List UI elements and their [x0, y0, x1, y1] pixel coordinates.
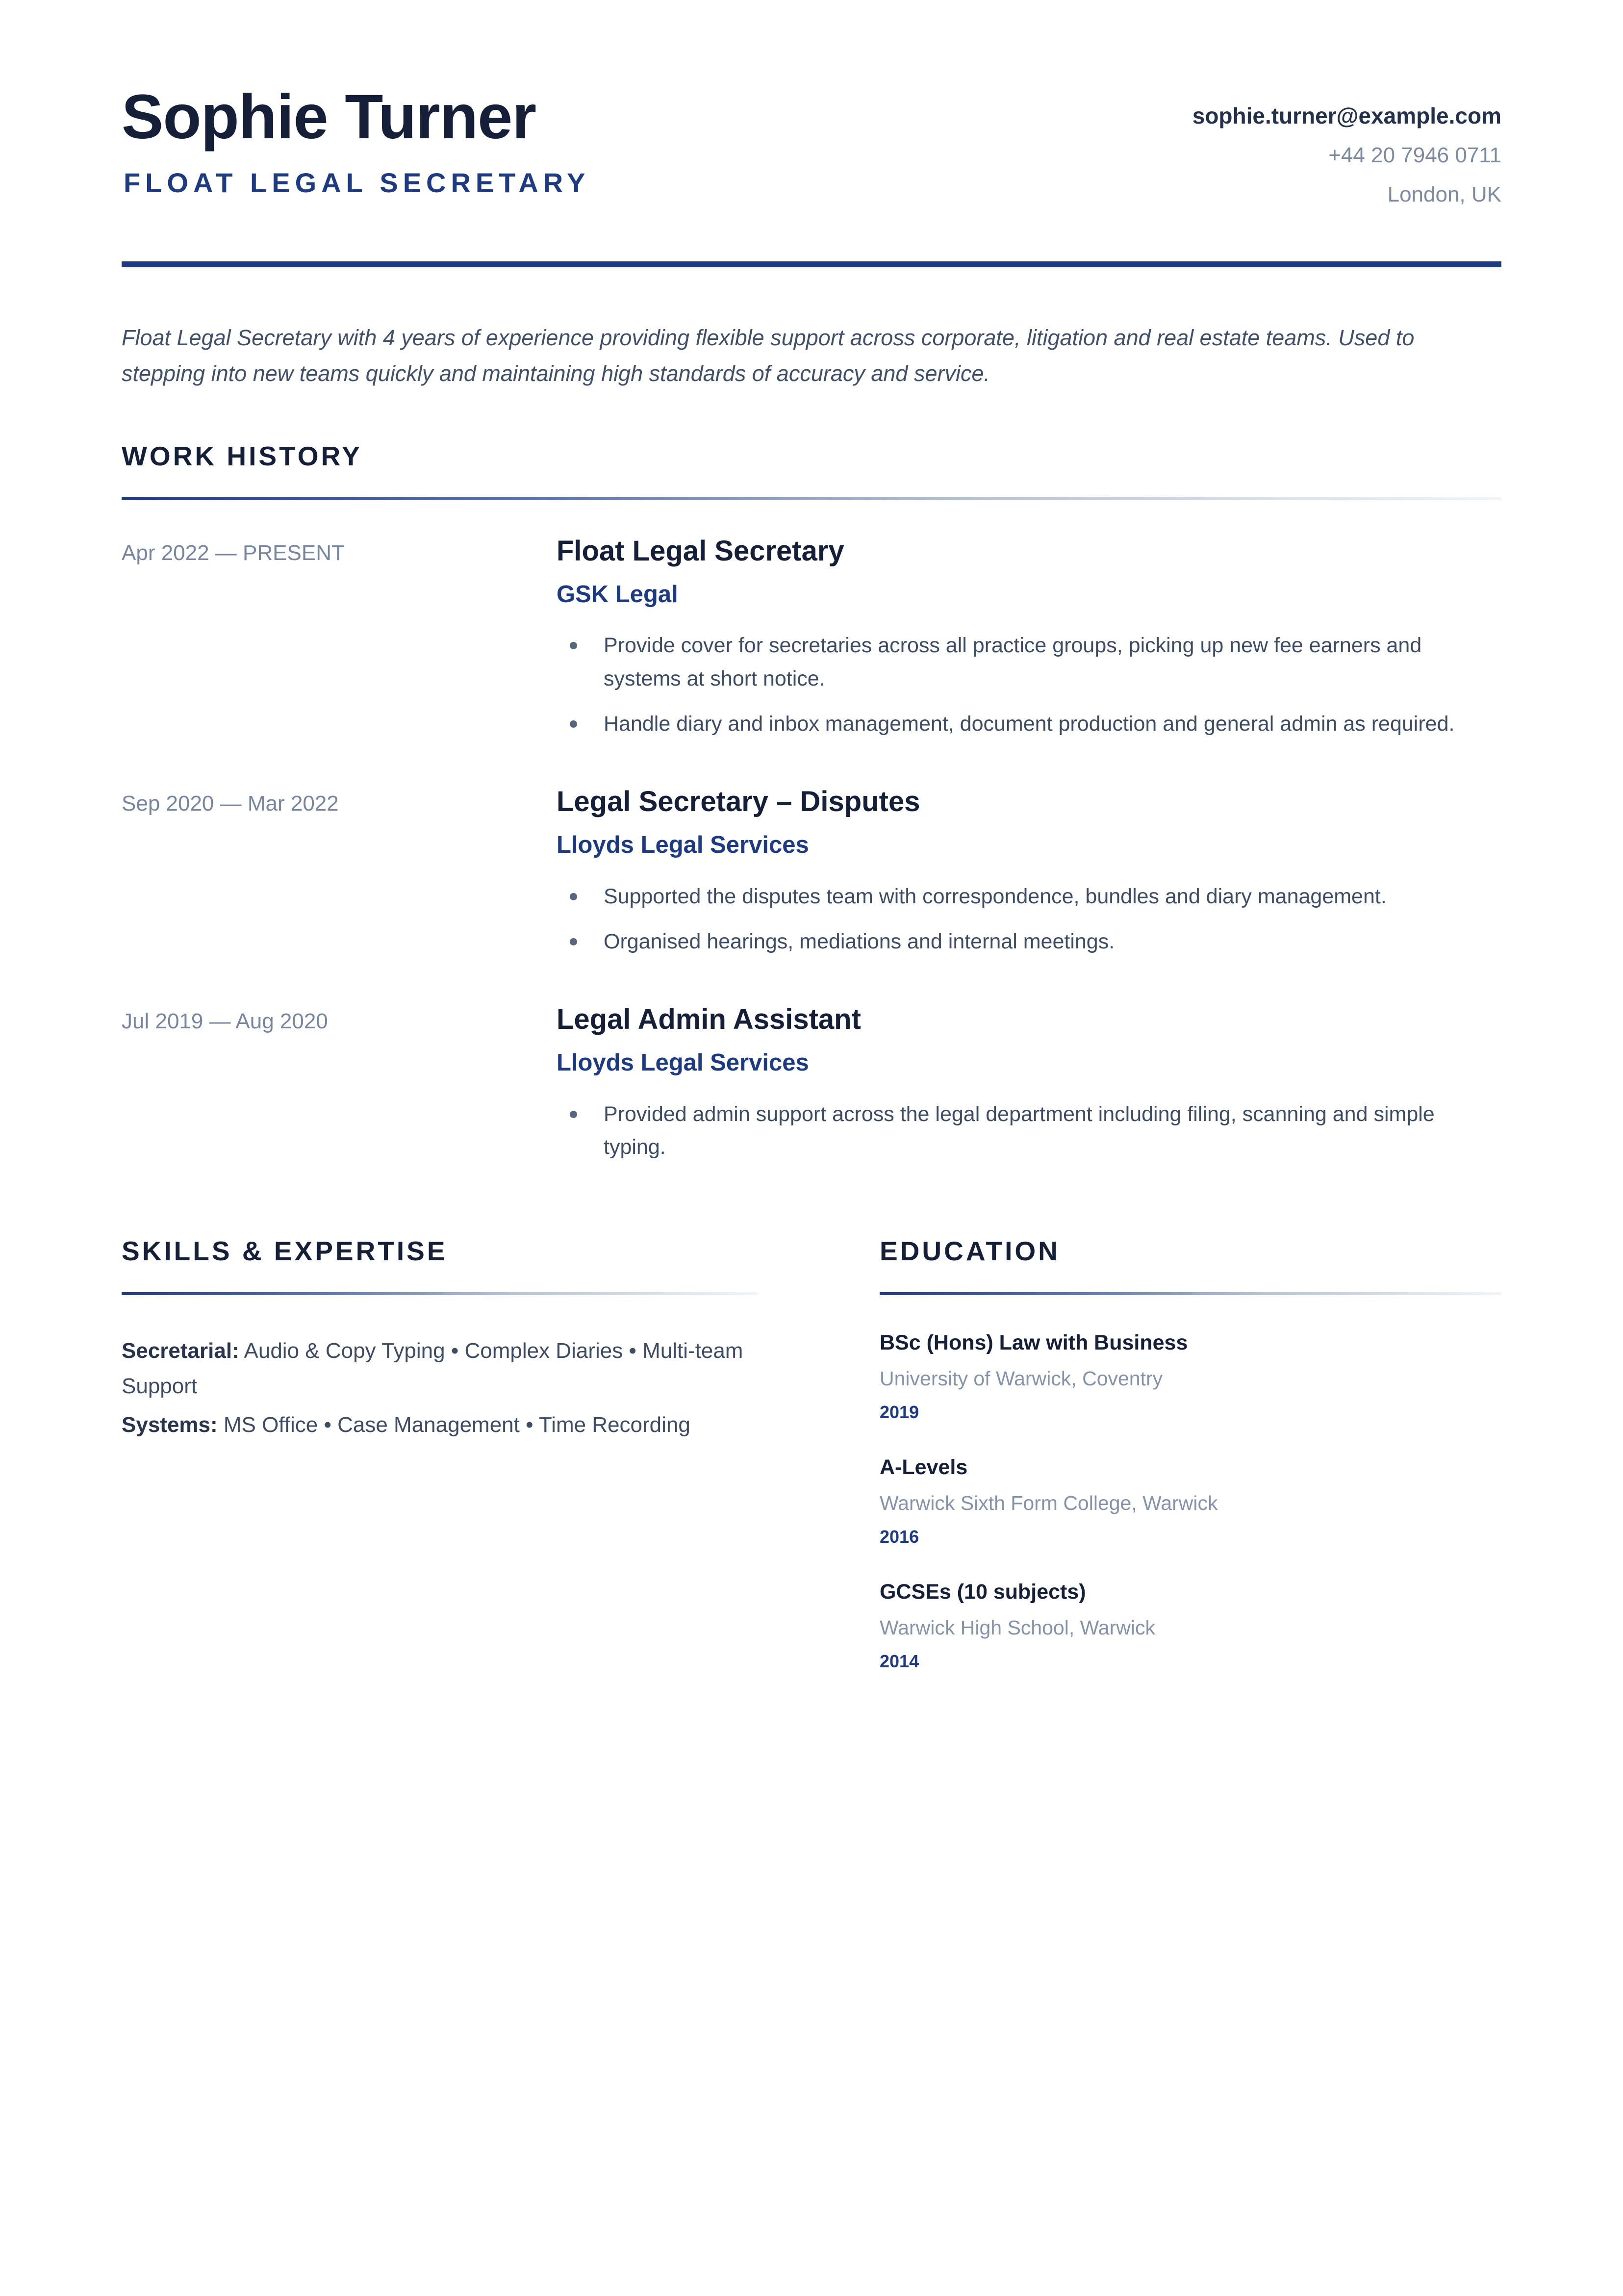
education-title: EDUCATION — [880, 1236, 1060, 1267]
job-bullet-list — [557, 880, 1501, 959]
job-title: Legal Admin Assistant — [557, 1003, 861, 1035]
job-bullet-list — [557, 1098, 1501, 1165]
skills-column — [122, 1238, 758, 1672]
job-company: GSK Legal — [557, 581, 678, 608]
skill-category-label: Secretarial: — [122, 1339, 239, 1363]
education-degree: GCSEs (10 subjects) — [880, 1580, 1086, 1604]
job-entry — [122, 536, 1501, 741]
education-degree: BSc (Hons) Law with Business — [880, 1331, 1188, 1355]
education-year: 2016 — [880, 1527, 919, 1547]
work-history-list — [122, 536, 1501, 1165]
header-identity — [122, 82, 590, 198]
work-history-section — [122, 440, 1501, 1165]
professional-summary: Float Legal Secretary with 4 years of experience providing flexible support across corporate, litigation and real estate teams. Used to stepping into new teams quickly and maintaining high standards of accuracy and service. — [122, 325, 1415, 386]
education-year: 2014 — [880, 1651, 919, 1672]
job-company: Lloyds Legal Services — [557, 832, 809, 859]
education-entry — [880, 1330, 1501, 1423]
bottom-columns — [122, 1238, 1501, 1672]
job-bullet: Organised hearings, mediations and internal meetings. — [557, 925, 1501, 959]
education-column — [880, 1238, 1501, 1672]
job-title: Float Legal Secretary — [557, 535, 844, 567]
job-bullet-list — [557, 629, 1501, 741]
job-details — [557, 1004, 1501, 1165]
skill-category-label: Systems: — [122, 1412, 218, 1437]
skill-group — [122, 1333, 758, 1403]
job-dates: Jul 2019 — Aug 2020 — [122, 1009, 328, 1033]
skill-items: MS Office • Case Management • Time Recording — [217, 1412, 690, 1437]
job-bullet: Handle diary and inbox management, document production and general admin as required. — [557, 708, 1501, 741]
education-school: Warwick High School, Warwick — [880, 1616, 1155, 1639]
candidate-role: FLOAT LEGAL SECRETARY — [124, 167, 590, 198]
job-bullet: Provide cover for secretaries across all practice groups, picking up new fee earners and systems at short notice. — [557, 629, 1501, 696]
job-bullet: Provided admin support across the legal department including filing, scanning and simple typing. — [557, 1098, 1501, 1165]
candidate-name: Sophie Turner — [122, 82, 536, 152]
job-title: Legal Secretary – Disputes — [557, 786, 920, 818]
job-bullet: Supported the disputes team with correspondence, bundles and diary management. — [557, 880, 1501, 914]
resume-header — [122, 0, 1501, 205]
education-school: University of Warwick, Coventry — [880, 1367, 1163, 1390]
skill-items: Audio & Copy Typing • Complex Diaries • Multi-team Support — [122, 1339, 743, 1398]
job-dates: Apr 2022 — PRESENT — [122, 540, 345, 565]
contact-phone[interactable]: +44 20 7946 0711 — [1328, 143, 1501, 167]
skills-divider — [122, 1292, 758, 1295]
education-year: 2019 — [880, 1402, 919, 1423]
work-history-title: WORK HISTORY — [122, 440, 362, 471]
job-company: Lloyds Legal Services — [557, 1049, 809, 1076]
skills-list — [122, 1333, 758, 1442]
work-history-divider — [122, 497, 1501, 500]
education-divider — [880, 1292, 1501, 1295]
skills-section — [122, 1238, 758, 1442]
job-entry — [122, 1004, 1501, 1165]
skill-group — [122, 1407, 758, 1442]
education-list — [880, 1330, 1501, 1672]
education-school: Warwick Sixth Form College, Warwick — [880, 1491, 1218, 1514]
contact-block — [1192, 86, 1501, 205]
contact-location: London, UK — [1387, 182, 1501, 206]
job-dates: Sep 2020 — Mar 2022 — [122, 791, 339, 816]
education-section — [880, 1238, 1501, 1672]
header-divider — [122, 261, 1501, 267]
education-entry — [880, 1580, 1501, 1672]
job-details — [557, 536, 1501, 741]
job-details — [557, 786, 1501, 959]
education-entry — [880, 1455, 1501, 1547]
education-degree: A-Levels — [880, 1455, 968, 1480]
contact-email[interactable]: sophie.turner@example.com — [1192, 103, 1501, 128]
job-entry — [122, 786, 1501, 959]
skills-title: SKILLS & EXPERTISE — [122, 1236, 448, 1267]
